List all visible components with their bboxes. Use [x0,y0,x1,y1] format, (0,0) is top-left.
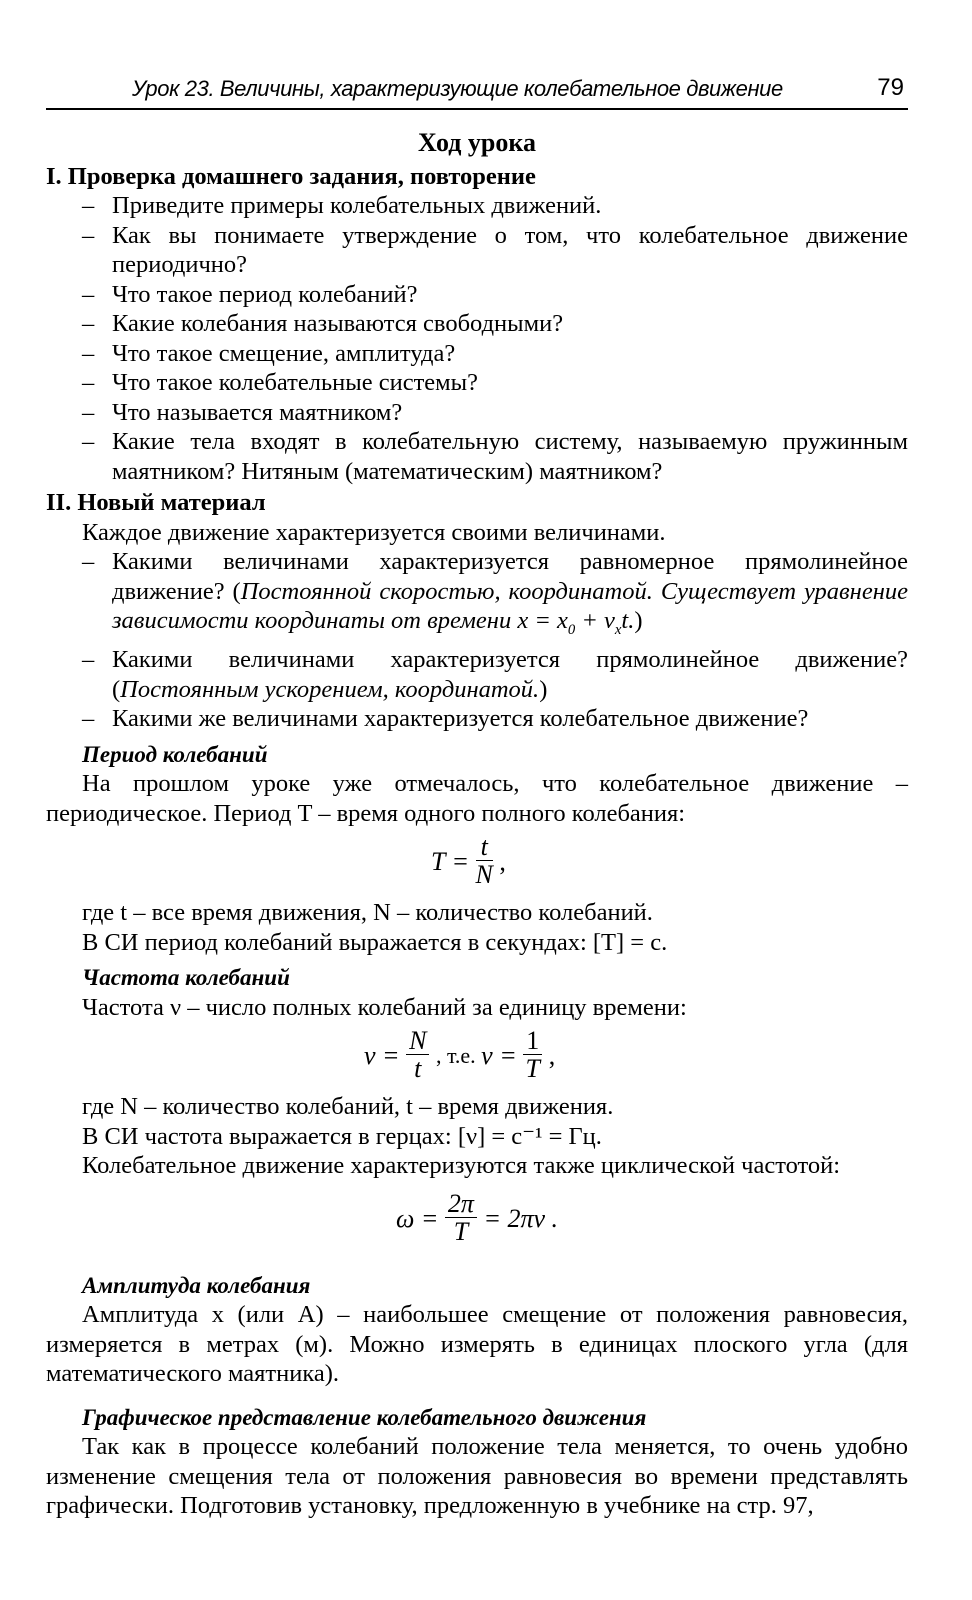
list-item: – Что называется маятником? [112,398,908,428]
list-item: – Что такое смещение, амплитуда? [112,339,908,369]
frequency-formula: ν = $\frac{N}{t}$ , т.е. ν = $\frac{1}{T}$ , [364,1026,556,1084]
graph-heading: Графическое представление колебательного движения [82,1404,647,1430]
period-where: где t – все время движения, N – количество колебаний. [82,899,653,927]
frequency-heading: Частота колебаний [82,965,290,991]
frequency-si: В СИ частота выражается в герцах: [ν] = с⁻¹ = Гц. [82,1122,602,1150]
list-item: – Какими величинами характеризуется прямолинейное движение? (Постоянным ускорением, координатой.) [112,645,908,704]
list-item: – Какими же величинами характеризуется колебательное движение? [112,704,908,734]
review-questions [46,191,908,486]
period-text: На прошлом уроке уже отмечалось, что колебательное движение – периодическое. Период T – время одного полного колебания: [46,770,908,827]
frequency-where: где N – количество колебаний, t – время движения. [82,1093,614,1121]
running-head [46,74,908,110]
section-1-title: I. Проверка домашнего задания, повторение [46,162,536,190]
running-head-title: Урок 23. Величины, характеризующие колебательное движение [132,76,783,101]
list-item: – Приведите примеры колебательных движений. [112,191,908,221]
list-item: – Что такое период колебаний? [112,280,908,310]
cyclic-frequency-formula: ω = $\frac{2\pi}{T}$ = 2πν . [396,1188,559,1246]
list-item: – Как вы понимаете утверждение о том, что колебательное движение периодично? [112,221,908,280]
list-item: – Какими величинами характеризуется равномерное прямолинейное движение? (Постоянной скоростью, координатой. Существует уравнение зависимости координаты от времени $x = x_0 + v_xt$.) [112,547,908,645]
section-2-intro: Каждое движение характеризуется своими величинами. [82,518,666,546]
list-item: – Какие тела входят в колебательную систему, называемую пружинным маятником? Нитяным (математическим) маятником? [112,427,908,486]
page-body [46,118,908,1521]
page-number: 79 [877,74,904,101]
list-item: – Какие колебания называются свободными? [112,309,908,339]
list-item: – Что такое колебательные системы? [112,368,908,398]
graph-text: Так как в процессе колебаний положение тела меняется, то очень удобно изменение смещения тела от положения равновесия во времени представлять графически. Подготовив установку, предложенную в учебнике на стр. 97, [46,1433,908,1520]
frequency-text: Частота ν – число полных колебаний за единицу времени: [82,993,687,1021]
cyclic-frequency-text: Колебательное движение характеризуются также циклической частотой: [82,1152,841,1180]
period-si: В СИ период колебаний выражается в секундах: [T] = с. [82,928,668,956]
period-formula: T = $\frac{t}{N}$ , [431,832,506,890]
period-heading: Период колебаний [82,741,268,767]
amplitude-text: Амплитуда x (или А) – наибольшее смещение от положения равновесия, измеряется в метрах (м). Можно измерять в единицах плоского угла (для математического маятника). [46,1301,908,1388]
new-material-questions [46,547,908,734]
amplitude-heading: Амплитуда колебания [82,1272,311,1298]
lesson-heading: Ход урока [418,128,536,157]
section-2-title: II. Новый материал [46,489,266,516]
